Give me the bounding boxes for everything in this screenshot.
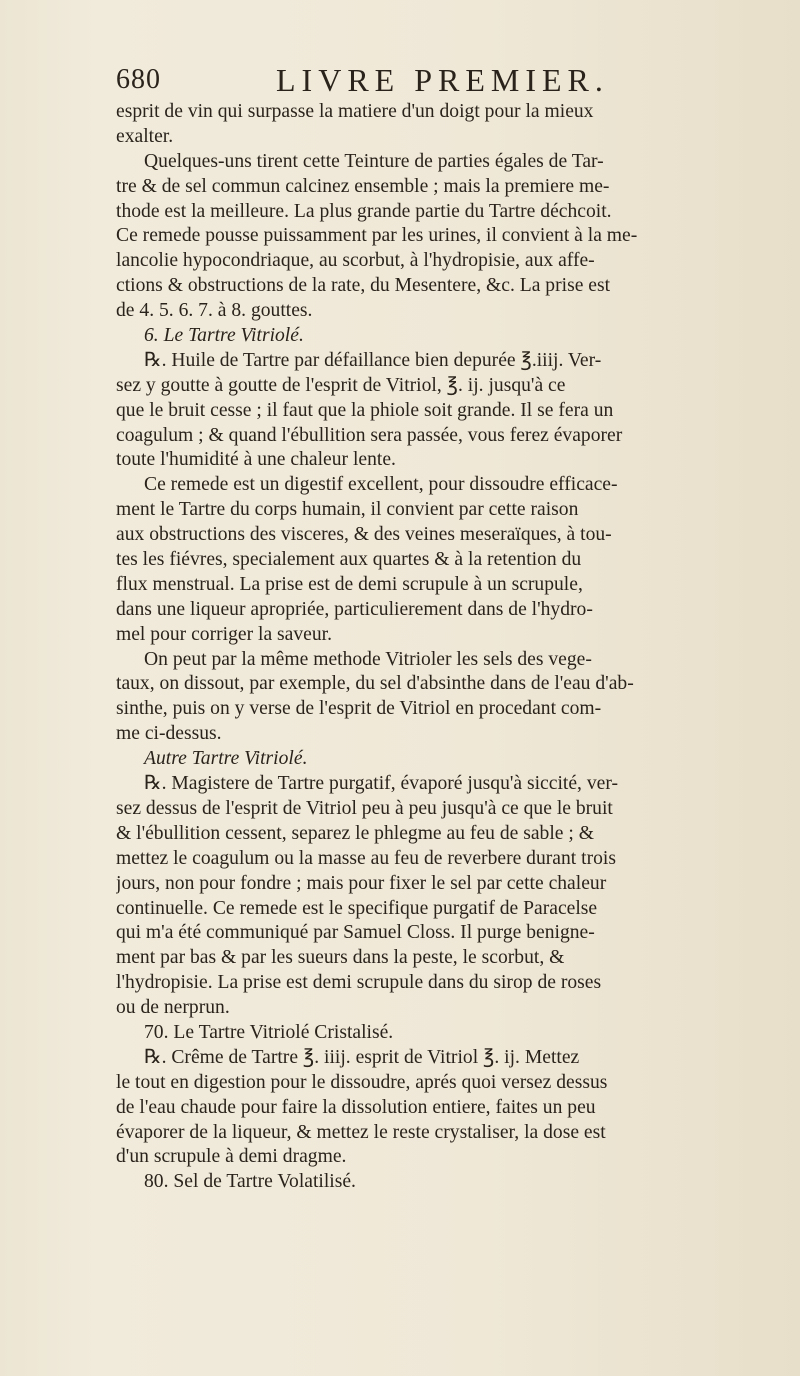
text-line: Ce remede est un digestif excellent, pour dissoudre efficace- [144, 474, 618, 496]
text-line: l'hydropisie. La prise est demi scrupule dans du sirop de roses [116, 972, 602, 994]
text-line: mettez le coagulum ou la masse au feu de reverbere durant trois [116, 847, 616, 869]
text-line: me ci-dessus. [116, 723, 222, 745]
page-header [116, 62, 736, 102]
text-line: tre & de sel commun calcinez ensemble ; mais la premiere me- [116, 175, 610, 197]
text-line: dans une liqueur apropriée, particulierement dans de l'hydro- [116, 598, 593, 620]
page-number: 680 [116, 64, 161, 95]
text-line: qui m'a été communiqué par Samuel Closs. Il purge benigne- [116, 922, 595, 944]
text-line: 6. Le Tartre Vitriolé. [144, 325, 304, 347]
text-line: 80. Sel de Tartre Volatilisé. [144, 1171, 356, 1193]
text-line: de 4. 5. 6. 7. à 8. gouttes. [116, 300, 313, 322]
text-line: thode est la meilleure. La plus grande partie du Tartre déchcoit. [116, 200, 612, 222]
text-line: ℞. Crême de Tartre ℥. iiij. esprit de Vitriol ℥. ij. Mettez [144, 1046, 580, 1068]
text-line: Autre Tartre Vitriolé. [144, 748, 308, 770]
text-line: esprit de vin qui surpasse la matiere d'un doigt pour la mieux [116, 101, 594, 122]
text-line: aux obstructions des visceres, & des veines meseraïques, à tou- [116, 524, 612, 546]
text-line: sez dessus de l'esprit de Vitriol peu à peu jusqu'à ce que le bruit [116, 797, 613, 819]
text-line: On peut par la même methode Vitrioler les sels des vege- [144, 648, 592, 670]
text-line: ment le Tartre du corps humain, il convient par cette raison [116, 499, 579, 521]
text-line: Quelques-uns tirent cette Teinture de parties égales de Tar- [144, 150, 604, 172]
text-line: ctions & obstructions de la rate, du Mesentere, &c. La prise est [116, 275, 611, 297]
text-line: toute l'humidité à une chaleur lente. [116, 449, 396, 471]
text-line: évaporer de la liqueur, & mettez le reste crystaliser, la dose est [116, 1121, 606, 1143]
text-line: lancolie hypocondriaque, au scorbut, à l'hydropisie, aux affe- [116, 250, 595, 272]
text-line: Ce remede pousse puissamment par les urines, il convient à la me- [116, 225, 638, 247]
text-line: ment par bas & par les sueurs dans la peste, le scorbut, & [116, 947, 565, 969]
text-line: tes les fiévres, specialement aux quartes & à la retention du [116, 549, 582, 571]
text-line: d'un scrupule à demi dragme. [116, 1146, 347, 1168]
text-line: exalter. [116, 125, 174, 147]
text-line: continuelle. Ce remede est le specifique purgatif de Paracelse [116, 897, 598, 919]
text-line: de l'eau chaude pour faire la dissolution entiere, faites un peu [116, 1096, 596, 1118]
text-line: le tout en digestion pour le dissoudre, aprés quoi versez dessus [116, 1071, 608, 1093]
text-line: sinthe, puis on y verse de l'esprit de Vitriol en procedant com- [116, 698, 602, 720]
text-line: ℞. Magistere de Tartre purgatif, évaporé jusqu'à siccité, ver- [144, 773, 618, 795]
text-line: ou de nerprun. [116, 997, 230, 1019]
text-line: que le bruit cesse ; il faut que la phiole soit grande. Il se fera un [116, 399, 614, 421]
text-line: jours, non pour fondre ; mais pour fixer le sel par cette chaleur [116, 872, 607, 894]
body-text [116, 100, 792, 1195]
text-line: 70. Le Tartre Vitriolé Cristalisé. [144, 1021, 394, 1043]
text-line: sez y goutte à goutte de l'esprit de Vitriol, ℥. ij. jusqu'à ce [116, 374, 566, 396]
text-line: flux menstrual. La prise est de demi scrupule à un scrupule, [116, 573, 583, 595]
text-line: taux, on dissout, par exemple, du sel d'absinthe dans de l'eau d'ab- [116, 673, 634, 695]
running-title: LIVRE PREMIER. [276, 62, 609, 98]
text-line: mel pour corriger la saveur. [116, 623, 332, 645]
text-line: coagulum ; & quand l'ébullition sera passée, vous ferez évaporer [116, 424, 623, 446]
text-line: ℞. Huile de Tartre par défaillance bien depurée ℥.iiij. Ver- [144, 349, 602, 371]
text-line: & l'ébullition cessent, separez le phlegme au feu de sable ; & [116, 822, 594, 844]
